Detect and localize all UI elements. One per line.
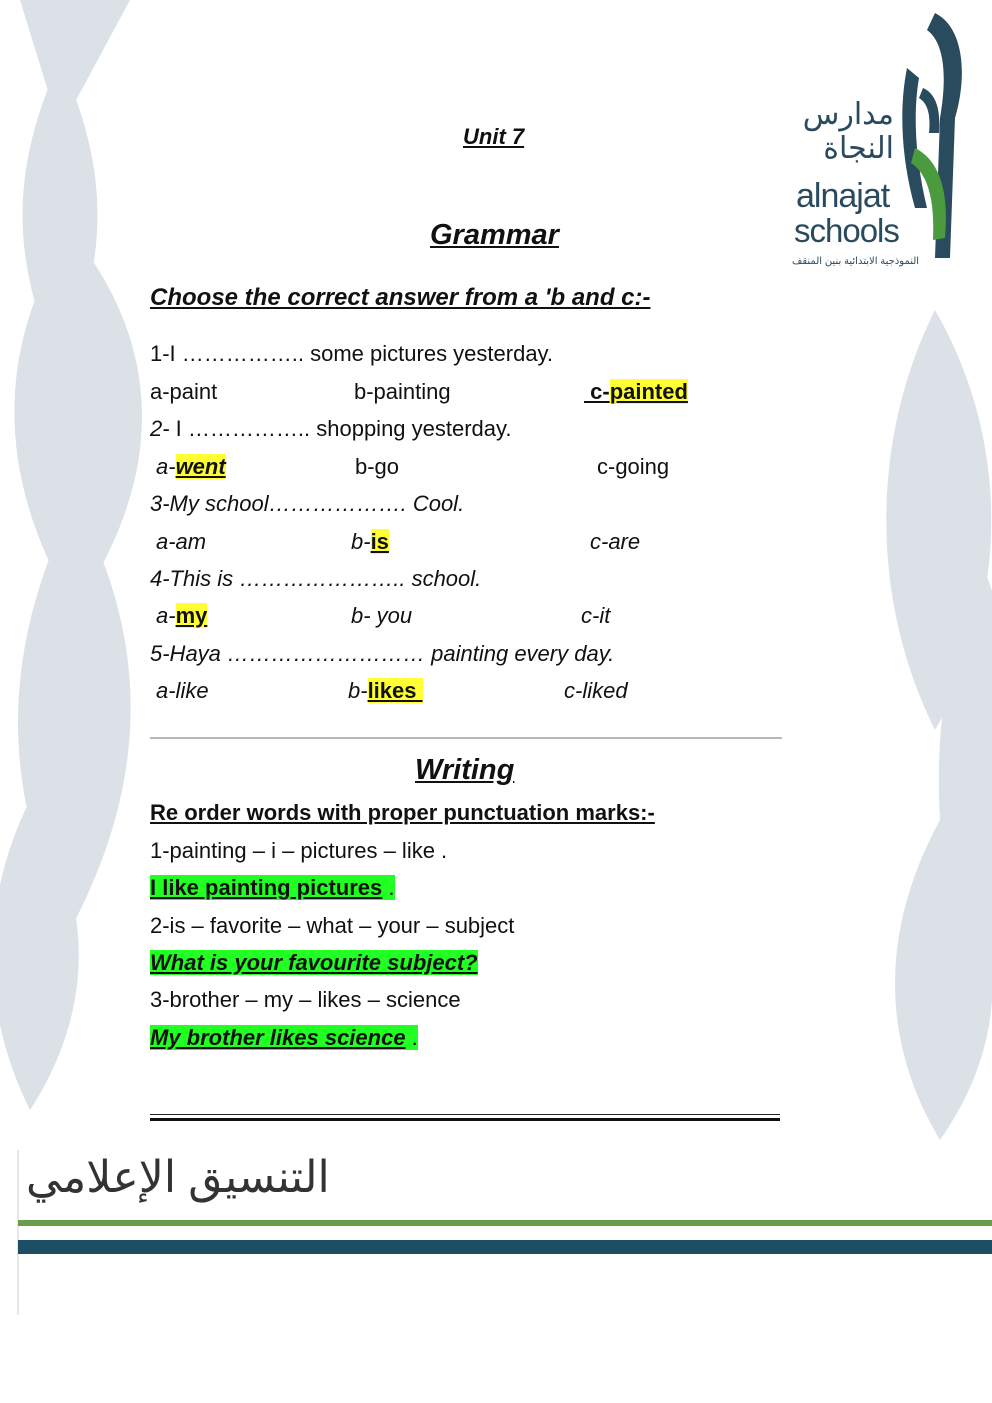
footer-green-band — [18, 1220, 992, 1226]
writing-item-2-prompt: 2-is – favorite – what – your – subject — [150, 913, 515, 938]
unit-title: Unit 7 — [463, 124, 525, 149]
question-1-option-c — [584, 379, 688, 405]
question-3-stem: 3-My school………………. Cool. — [150, 491, 465, 516]
question-1-answer: painted — [609, 379, 688, 404]
question-4-option-c: c-it — [581, 603, 611, 628]
question-1-option-b: b-painting — [354, 379, 451, 404]
question-2-option-a-prefix: a- — [156, 454, 176, 479]
grammar-heading: Grammar — [430, 219, 559, 251]
question-4-option-a-prefix: a- — [156, 603, 176, 628]
logo-latin-line2: schools — [794, 212, 899, 249]
school-logo — [790, 8, 990, 278]
writing-item-1-prompt: 1-painting – i – pictures – like . — [150, 838, 448, 863]
writing-item-1-answer-row — [150, 875, 395, 901]
footer-arabic-text: التنسيق الإعلامي — [26, 1153, 330, 1202]
grammar-instruction: Choose the correct answer from a 'b and c:- — [150, 284, 651, 311]
writing-item-1-answer: I like painting pictures — [150, 875, 383, 900]
question-4-stem: 4-This is ………………….. school. — [150, 566, 482, 591]
logo-arabic-name: مدارس النجاة — [802, 98, 894, 165]
question-5-option-a: a-like — [156, 678, 209, 703]
logo-latin-line1: alnajat — [796, 177, 890, 215]
question-5-option-c: c-liked — [564, 678, 628, 703]
question-4-answer: my — [175, 603, 208, 628]
question-1-option-a: a-paint — [150, 379, 218, 404]
writing-item-3-end: . — [405, 1025, 418, 1050]
question-4-option-a — [156, 603, 207, 629]
question-2-text: I …………….. shopping yesterday. — [169, 416, 512, 441]
question-2-number: 2- — [150, 416, 170, 441]
question-3-answer: is — [370, 529, 389, 554]
writing-heading: Writing — [415, 754, 515, 786]
question-2-option-b: b-go — [355, 454, 400, 479]
logo-emblem-icon — [895, 8, 975, 268]
writing-item-3-prompt: 3-brother – my – likes – science — [150, 987, 461, 1012]
question-1-option-c-prefix: c- — [584, 379, 610, 404]
writing-instruction: Re order words with proper punctuation marks:- — [150, 800, 655, 825]
question-5-option-b — [348, 678, 423, 704]
question-2-stem — [150, 416, 512, 442]
writing-item-3-answer: My brother likes science — [150, 1025, 406, 1050]
writing-item-2-answer: What is your favourite subject? — [150, 950, 478, 975]
question-5-answer: likes — [367, 678, 423, 703]
question-4-option-b: b- you — [351, 603, 413, 628]
question-3-option-c: c-are — [590, 529, 641, 554]
writing-item-3-highlight — [150, 1025, 418, 1050]
question-5-stem: 5-Haya ……………………… painting every day. — [150, 641, 615, 666]
question-3-option-b — [351, 529, 389, 555]
bottom-rule — [150, 1114, 780, 1121]
writing-item-1-highlight — [150, 875, 395, 900]
question-2-option-a — [156, 454, 226, 480]
logo-arabic-subtitle: النموذجية الابتدائية بنين المنقف — [792, 256, 920, 267]
question-5-option-b-prefix: b- — [348, 678, 368, 703]
writing-item-2-answer-row — [150, 950, 478, 976]
section-divider — [150, 737, 782, 739]
writing-item-3-answer-row — [150, 1025, 418, 1051]
question-3-option-a: a-am — [156, 529, 207, 554]
footer-navy-band — [18, 1240, 992, 1254]
writing-item-1-end: . — [382, 875, 395, 900]
question-2-option-c: c-going — [597, 454, 670, 479]
question-3-option-b-prefix: b- — [351, 529, 371, 554]
question-2-answer: went — [175, 454, 226, 479]
question-1-stem: 1-I …………….. some pictures yesterday. — [150, 341, 554, 366]
